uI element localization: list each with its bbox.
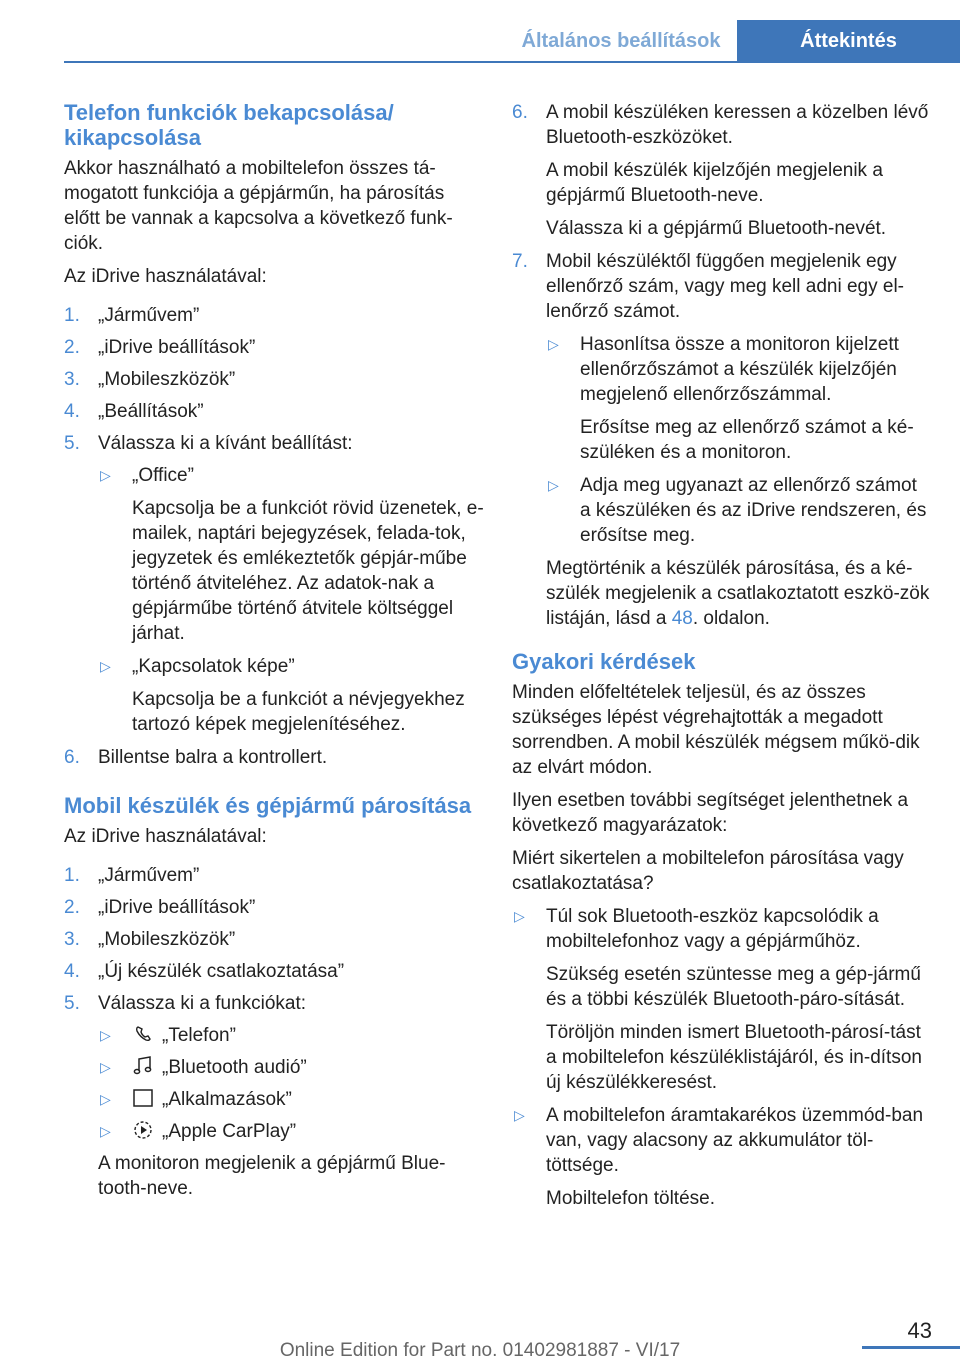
function-list: [98, 1023, 484, 1144]
faq-text: A mobiltelefon áramtakarékos üzemmód-ban van, vagy alacsony az akkumulátor töl-töttsége.: [546, 1105, 924, 1176]
step-number: 3.: [64, 369, 80, 390]
step-item: [64, 745, 484, 770]
step-number: 5.: [64, 433, 80, 454]
step-text: Billentse balra a kontrollert.: [98, 747, 328, 768]
page-link[interactable]: 48: [671, 608, 693, 629]
step-text: Válassza ki a kívánt beállítást:: [98, 433, 353, 454]
step-text: Válassza ki a funkciókat:: [98, 993, 307, 1014]
faq-text: Szükség esetén szüntesse meg a gép-jármű és a többi készülék Bluetooth-páro-sítását.: [546, 964, 921, 1010]
step-item: [512, 100, 932, 241]
step-item: [64, 959, 484, 984]
triangle-bullet-icon: ▷: [100, 1027, 111, 1043]
step-text: Mobil készüléktől függően megjelenik egy ellenőrző szám, vagy meg kell adni egy el-lenőrző számot.: [546, 251, 905, 322]
function-label: „Apple CarPlay”: [162, 1121, 297, 1142]
step-number: 3.: [64, 929, 80, 950]
sub-label: „Office”: [132, 465, 194, 486]
triangle-bullet-icon: ▷: [100, 1091, 111, 1107]
faq-item: [512, 1103, 932, 1211]
step-text: „Mobileszközök”: [98, 929, 236, 950]
sub-label: „Kapcsolatok képe”: [132, 656, 295, 677]
right-column: [512, 100, 932, 1219]
phone-icon: [132, 1024, 154, 1044]
carplay-play-icon: [132, 1120, 154, 1140]
sub-text: Erősítse meg az ellenőrző számot a ké-szüléken és a monitoron.: [580, 417, 914, 463]
page-header: [0, 0, 960, 62]
step-number: 1.: [64, 305, 80, 326]
faq-item: [512, 904, 932, 1095]
section-title-pairing: Mobil készülék és gépjármű párosítása: [64, 793, 472, 818]
result-text: . oldalon.: [692, 608, 770, 629]
paragraph: Az iDrive használatával:: [64, 826, 267, 847]
sub-desc: Kapcsolja be a funkciót a névjegyekhez tartozó képek megjelenítéséhez.: [132, 689, 465, 735]
steps-list: [64, 303, 484, 770]
faq-list: [512, 904, 932, 1211]
sub-text: Adja meg ugyanazt az ellenőrző számot a készüléken és az iDrive rendszeren, és erősítse meg.: [580, 475, 927, 546]
step-item: [64, 431, 484, 737]
step-item: [64, 895, 484, 920]
step-number: 4.: [64, 401, 80, 422]
triangle-bullet-icon: ▷: [100, 1123, 111, 1139]
faq-text: Mobiltelefon töltése.: [546, 1188, 715, 1209]
function-item-carplay: [98, 1119, 484, 1144]
result-text: Megtörténik a készülék párosítása, és a ké-szülék megjelenik a csatlakoztatott eszkö-zök listáján, lásd a: [546, 558, 930, 629]
step-text: A mobil készülék kijelzőjén megjelenik a gépjármű Bluetooth-neve.: [546, 160, 883, 206]
function-item-apps: [98, 1087, 484, 1112]
step-item: [64, 335, 484, 360]
step-item: [64, 927, 484, 952]
triangle-bullet-icon: ▷: [548, 477, 559, 493]
tab-general-settings[interactable]: Általános beállítások: [521, 30, 721, 52]
step-item: [64, 367, 484, 392]
step-item: [64, 399, 484, 424]
edition-text: Online Edition for Part no. 01402981887 - VI/17: [279, 1340, 681, 1361]
triangle-bullet-icon: ▷: [514, 1107, 525, 1123]
triangle-bullet-icon: ▷: [100, 1059, 111, 1075]
step-result: A monitoron megjelenik a gépjármű Blue-tooth-neve.: [98, 1153, 446, 1199]
section-title-phone-functions: Telefon funkciók bekapcsolása/ kikapcsolása: [64, 100, 394, 150]
step-text: „iDrive beállítások”: [98, 337, 256, 358]
step-number: 2.: [64, 337, 80, 358]
step-item: [64, 863, 484, 888]
paragraph: Ilyen esetben további segítséget jelenthetnek a következő magyarázatok:: [512, 790, 909, 836]
sub-item-office: [98, 463, 484, 646]
step-item: [64, 991, 484, 1201]
step-number: 2.: [64, 897, 80, 918]
step-number: 4.: [64, 961, 80, 982]
step-result: [546, 556, 932, 631]
sub-text: Hasonlítsa össze a monitoron kijelzett ellenőrzőszámot a készülék kijelzőjén megjelenő ellenőrzőszámmal.: [580, 334, 899, 405]
step-item: [64, 303, 484, 328]
paragraph: Akkor használható a mobiltelefon összes tá-mogatott funkciója a gépjárműn, ha párosítás előtt be vannak a kapcsolva a következő funk-ciók.: [64, 158, 453, 254]
step-text: „iDrive beállítások”: [98, 897, 256, 918]
paragraph: Az iDrive használatával:: [64, 266, 267, 287]
step-text: „Járművem”: [98, 305, 200, 326]
steps-list: [512, 100, 932, 631]
step-number: 1.: [64, 865, 80, 886]
steps-list: [64, 863, 484, 1201]
paragraph: Miért sikertelen a mobiltelefon párosítása vagy csatlakoztatása?: [512, 848, 904, 894]
function-label: „Telefon”: [162, 1025, 236, 1046]
sub-list: [546, 332, 932, 548]
step-number: 6.: [64, 747, 80, 768]
function-item-bluetooth-audio: [98, 1055, 484, 1080]
sub-list: [98, 463, 484, 737]
sub-item-compare: [546, 332, 932, 465]
function-item-phone: [98, 1023, 484, 1048]
step-text: „Új készülék csatlakoztatása”: [98, 961, 345, 982]
tab-overview[interactable]: Áttekintés: [737, 20, 960, 62]
triangle-bullet-icon: ▷: [100, 467, 111, 483]
step-text: Válassza ki a gépjármű Bluetooth-nevét.: [546, 218, 887, 239]
music-note-icon: [132, 1056, 154, 1076]
step-text: A mobil készüléken keressen a közelben lévő Bluetooth-eszközöket.: [546, 102, 929, 148]
sub-item-enter: [546, 473, 932, 548]
sub-desc: Kapcsolja be a funkciót rövid üzenetek, e-mailek, naptári bejegyzések, felada-tok, jegyzetek és emlékeztetők gépjár-műbe történő átviteléhez. Az adatok-nak a gépjárműbe történő átvitele költséggel járhat.: [132, 498, 484, 644]
section-title-faq: Gyakori kérdések: [512, 649, 696, 674]
apps-icon: [132, 1088, 154, 1108]
step-item: [512, 249, 932, 631]
triangle-bullet-icon: ▷: [514, 908, 525, 924]
function-label: „Alkalmazások”: [162, 1089, 292, 1110]
step-text: „Beállítások”: [98, 401, 204, 422]
triangle-bullet-icon: ▷: [100, 658, 111, 674]
sub-item-contact-pictures: [98, 654, 484, 737]
header-rule: [64, 61, 960, 63]
page-footer: [0, 1318, 960, 1362]
faq-text: Töröljön minden ismert Bluetooth-párosí-tást a mobiltelefon készüléklistájáról, és in-dítson új készülékkeresést.: [546, 1022, 922, 1093]
step-number: 5.: [64, 993, 80, 1014]
paragraph: Minden előfeltételek teljesül, és az összes szükséges lépést végrehajtották a megadott sorrendben. A mobil készülék mégsem műkö-dik az elvárt módon.: [512, 682, 920, 778]
function-label: „Bluetooth audió”: [162, 1057, 307, 1078]
step-text: „Járművem”: [98, 865, 200, 886]
page-number: 43: [907, 1318, 932, 1343]
step-number: 6.: [512, 102, 528, 123]
triangle-bullet-icon: ▷: [548, 336, 559, 352]
footer-rule: [862, 1346, 960, 1349]
left-column: [64, 100, 484, 1209]
step-text: „Mobileszközök”: [98, 369, 236, 390]
faq-text: Túl sok Bluetooth-eszköz kapcsolódik a mobiltelefonhoz vagy a gépjárműhöz.: [546, 906, 879, 952]
step-number: 7.: [512, 251, 528, 272]
